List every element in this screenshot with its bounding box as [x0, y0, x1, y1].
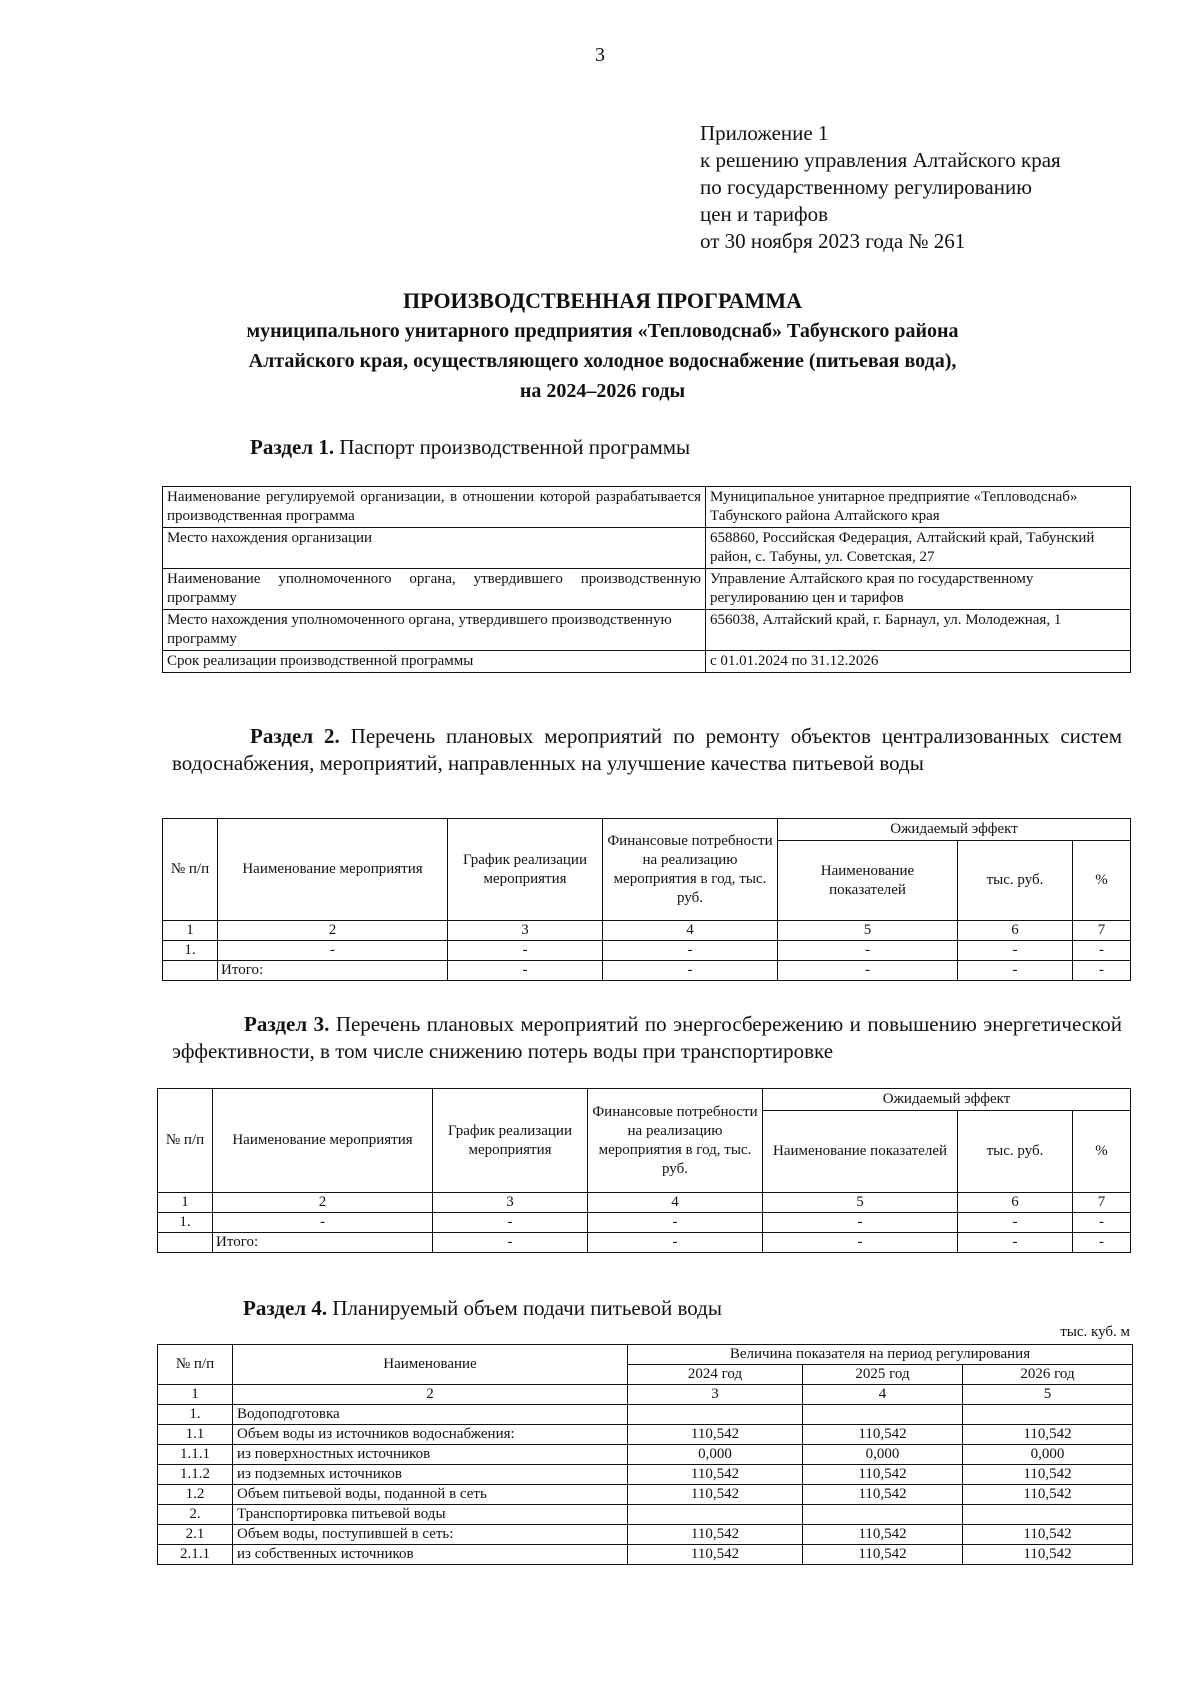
- colnum-cell: 5: [763, 1193, 958, 1213]
- header-period: Величина показателя на период регулирования: [628, 1345, 1133, 1365]
- passport-key: Место нахождения организации: [163, 528, 706, 569]
- table-cell: -: [1073, 961, 1131, 981]
- appendix-line: к решению управления Алтайского края: [700, 148, 1061, 172]
- unit-label: тыс. куб. м: [1060, 1324, 1130, 1340]
- colnum-cell: 1: [158, 1193, 213, 1213]
- table-header-row: [158, 1089, 1131, 1111]
- header-name: Наименование мероприятия: [218, 819, 448, 921]
- row-num: 1.1.1: [158, 1445, 233, 1465]
- table-cell: -: [763, 1233, 958, 1253]
- colnum-cell: 2: [218, 921, 448, 941]
- header-rub: тыс. руб.: [958, 841, 1073, 921]
- row-value: 110,542: [628, 1465, 803, 1485]
- table-cell: -: [958, 1213, 1073, 1233]
- row-name: из поверхностных источников: [233, 1445, 628, 1465]
- table-total-row: [163, 961, 1131, 981]
- passport-key: Наименование регулируемой организации, в отношении которой разрабатывается производственная программа: [163, 487, 706, 528]
- table-cell: -: [603, 961, 778, 981]
- row-value: 110,542: [803, 1465, 963, 1485]
- passport-value: Управление Алтайского края по государственному регулированию цен и тарифов: [706, 569, 1131, 610]
- row-value: [628, 1405, 803, 1425]
- table-row: [163, 651, 1131, 673]
- table-row: [163, 941, 1131, 961]
- table-cell: -: [1073, 1233, 1131, 1253]
- row-name: из собственных источников: [233, 1545, 628, 1565]
- section2-label: Раздел 2.: [250, 724, 340, 748]
- table-cell: -: [448, 941, 603, 961]
- header-name: Наименование мероприятия: [213, 1089, 433, 1193]
- header-schedule: График реализации мероприятия: [448, 819, 603, 921]
- colnum-cell: 4: [603, 921, 778, 941]
- row-name: Транспортировка питьевой воды: [233, 1505, 628, 1525]
- colnum-cell: 4: [803, 1385, 963, 1405]
- table-row: [163, 528, 1131, 569]
- table-cell: -: [1073, 1213, 1131, 1233]
- appendix-line: по государственному регулированию: [700, 175, 1032, 199]
- row-value: 110,542: [963, 1485, 1133, 1505]
- row-value: [803, 1405, 963, 1425]
- section4-table: [157, 1344, 1133, 1565]
- row-value: 110,542: [628, 1425, 803, 1445]
- header-indicators: Наименование показателей: [778, 841, 958, 921]
- header-pct: %: [1073, 1111, 1131, 1193]
- document-title: [160, 286, 1045, 406]
- row-value: 110,542: [803, 1525, 963, 1545]
- colnum-cell: 5: [963, 1385, 1133, 1405]
- row-value: [963, 1405, 1133, 1425]
- header-indicators: Наименование показателей: [763, 1111, 958, 1193]
- section4-text: Планируемый объем подачи питьевой воды: [327, 1296, 722, 1320]
- colnum-cell: 2: [233, 1385, 628, 1405]
- table-row: [158, 1505, 1133, 1525]
- table-cell: -: [763, 1213, 958, 1233]
- table-cell: -: [218, 941, 448, 961]
- row-value: [963, 1505, 1133, 1525]
- colnum-cell: 7: [1073, 1193, 1131, 1213]
- passport-value: с 01.01.2024 по 31.12.2026: [706, 651, 1131, 673]
- table-row: [163, 569, 1131, 610]
- section4-heading: [243, 1295, 1063, 1322]
- row-value: 110,542: [963, 1545, 1133, 1565]
- total-label: Итого:: [213, 1233, 433, 1253]
- section1-heading: [250, 434, 1050, 461]
- row-value: 110,542: [628, 1545, 803, 1565]
- table-header-row: [163, 819, 1131, 841]
- colnum-cell: 6: [958, 921, 1073, 941]
- section1-text: Паспорт производственной программы: [334, 435, 691, 459]
- header-name: Наименование: [233, 1345, 628, 1385]
- header-year: 2025 год: [803, 1365, 963, 1385]
- section3-text: Перечень плановых мероприятий по энергосбережению и повышению энергетической эффективности, в том числе снижению потерь воды при транспортировке: [172, 1012, 1122, 1063]
- section3-table: [157, 1088, 1131, 1253]
- table-total-row: [158, 1233, 1131, 1253]
- colnum-cell: 5: [778, 921, 958, 941]
- row-value: [628, 1505, 803, 1525]
- table-colnum-row: [158, 1385, 1133, 1405]
- row-name: из подземных источников: [233, 1465, 628, 1485]
- page-number: 3: [595, 44, 605, 66]
- row-name: Объем питьевой воды, поданной в сеть: [233, 1485, 628, 1505]
- table-row: [158, 1485, 1133, 1505]
- row-num: 1.2: [158, 1485, 233, 1505]
- colnum-cell: 1: [158, 1385, 233, 1405]
- title-main: ПРОИЗВОДСТВЕННАЯ ПРОГРАММА: [403, 288, 802, 313]
- appendix-block: [700, 120, 1160, 255]
- section3-heading: [172, 1011, 1122, 1065]
- table-cell: -: [433, 1213, 588, 1233]
- table-cell: [158, 1233, 213, 1253]
- section2-heading: [172, 723, 1122, 777]
- section2-table: [162, 818, 1131, 981]
- title-line: на 2024–2026 годы: [519, 380, 686, 402]
- table-cell: -: [778, 941, 958, 961]
- table-row: [158, 1425, 1133, 1445]
- table-cell: -: [958, 941, 1073, 961]
- row-value: 110,542: [963, 1525, 1133, 1545]
- colnum-cell: 3: [433, 1193, 588, 1213]
- header-effect: Ожидаемый эффект: [763, 1089, 1131, 1111]
- passport-table: [162, 486, 1131, 673]
- header-pct: %: [1073, 841, 1131, 921]
- table-cell: -: [603, 941, 778, 961]
- colnum-cell: 6: [958, 1193, 1073, 1213]
- row-value: 0,000: [963, 1445, 1133, 1465]
- table-row: [163, 487, 1131, 528]
- header-rub: тыс. руб.: [958, 1111, 1073, 1193]
- section4-label: Раздел 4.: [243, 1296, 328, 1320]
- header-num: № п/п: [163, 819, 218, 921]
- table-row: [158, 1405, 1133, 1425]
- table-cell: -: [588, 1213, 763, 1233]
- table-colnum-row: [163, 921, 1131, 941]
- table-cell: -: [958, 1233, 1073, 1253]
- row-num: 1.: [158, 1405, 233, 1425]
- appendix-line: от 30 ноября 2023 года № 261: [700, 229, 966, 253]
- table-row: [163, 610, 1131, 651]
- table-cell: -: [213, 1213, 433, 1233]
- appendix-line: Приложение 1: [700, 121, 829, 145]
- row-value: [803, 1505, 963, 1525]
- row-num: 2.: [158, 1505, 233, 1525]
- title-line: Алтайского края, осуществляющего холодное водоснабжение (питьевая вода),: [248, 350, 957, 372]
- table-cell: 1.: [158, 1213, 213, 1233]
- passport-key: Место нахождения уполномоченного органа, утвердившего производственную программу: [163, 610, 706, 651]
- row-name: Объем воды, поступившей в сеть:: [233, 1525, 628, 1545]
- table-colnum-row: [158, 1193, 1131, 1213]
- table-cell: -: [1073, 941, 1131, 961]
- colnum-cell: 1: [163, 921, 218, 941]
- header-year: 2024 год: [628, 1365, 803, 1385]
- table-cell: -: [778, 961, 958, 981]
- header-num: № п/п: [158, 1345, 233, 1385]
- table-cell: -: [588, 1233, 763, 1253]
- appendix-line: цен и тарифов: [700, 202, 829, 226]
- row-value: 0,000: [628, 1445, 803, 1465]
- table-row: [158, 1525, 1133, 1545]
- header-finance: Финансовые потребности на реализацию мероприятия в год, тыс. руб.: [603, 819, 778, 921]
- row-value: 110,542: [803, 1425, 963, 1445]
- row-value: 110,542: [628, 1525, 803, 1545]
- row-value: 110,542: [963, 1465, 1133, 1485]
- total-label: Итого:: [218, 961, 448, 981]
- table-cell: -: [433, 1233, 588, 1253]
- colnum-cell: 7: [1073, 921, 1131, 941]
- header-finance: Финансовые потребности на реализацию мероприятия в год, тыс. руб.: [588, 1089, 763, 1193]
- table-cell: 1.: [163, 941, 218, 961]
- passport-key: Срок реализации производственной программы: [163, 651, 706, 673]
- passport-value: Муниципальное унитарное предприятие «Тепловодснаб» Табунского района Алтайского края: [706, 487, 1131, 528]
- passport-value: 656038, Алтайский край, г. Барнаул, ул. Молодежная, 1: [706, 610, 1131, 651]
- table-cell: [163, 961, 218, 981]
- table-row: [158, 1465, 1133, 1485]
- header-year: 2026 год: [963, 1365, 1133, 1385]
- row-num: 2.1.1: [158, 1545, 233, 1565]
- row-value: 110,542: [963, 1425, 1133, 1445]
- table-row: [158, 1545, 1133, 1565]
- colnum-cell: 3: [628, 1385, 803, 1405]
- section2-text: Перечень плановых мероприятий по ремонту объектов централизованных систем водоснабжения, мероприятий, направленных на улучшение качества питьевой воды: [172, 724, 1122, 775]
- row-num: 1.1.2: [158, 1465, 233, 1485]
- header-effect: Ожидаемый эффект: [778, 819, 1131, 841]
- table-cell: -: [448, 961, 603, 981]
- header-schedule: График реализации мероприятия: [433, 1089, 588, 1193]
- section3-label: Раздел 3.: [244, 1012, 330, 1036]
- colnum-cell: 4: [588, 1193, 763, 1213]
- row-num: 1.1: [158, 1425, 233, 1445]
- row-value: 110,542: [628, 1485, 803, 1505]
- row-name: Объем воды из источников водоснабжения:: [233, 1425, 628, 1445]
- section1-label: Раздел 1.: [250, 435, 335, 459]
- header-num: № п/п: [158, 1089, 213, 1193]
- passport-value: 658860, Российская Федерация, Алтайский край, Табунский район, с. Табуны, ул. Советская, 27: [706, 528, 1131, 569]
- row-value: 110,542: [803, 1545, 963, 1565]
- title-line: муниципального унитарного предприятия «Тепловодснаб» Табунского района: [246, 320, 959, 342]
- passport-key: Наименование уполномоченного органа, утвердившего производственную программу: [163, 569, 706, 610]
- colnum-cell: 2: [213, 1193, 433, 1213]
- colnum-cell: 3: [448, 921, 603, 941]
- row-value: 0,000: [803, 1445, 963, 1465]
- table-header-row: [158, 1345, 1133, 1365]
- row-name: Водоподготовка: [233, 1405, 628, 1425]
- table-row: [158, 1445, 1133, 1465]
- row-value: 110,542: [803, 1485, 963, 1505]
- row-num: 2.1: [158, 1525, 233, 1545]
- table-cell: -: [958, 961, 1073, 981]
- table-row: [158, 1213, 1131, 1233]
